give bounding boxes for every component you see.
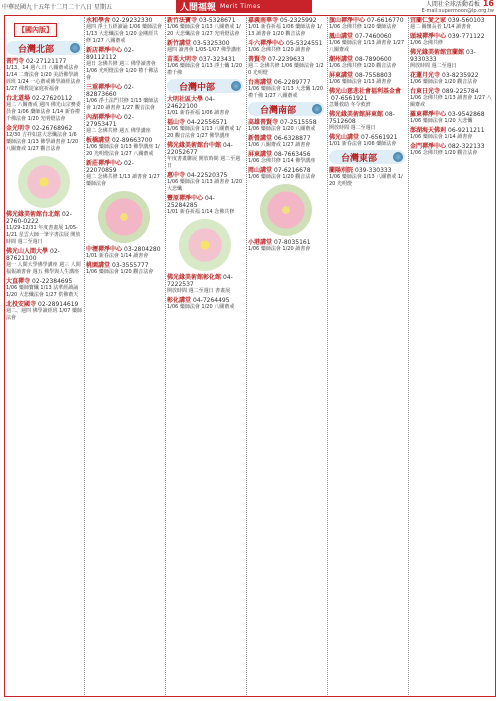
event-schedule: 1/06 念佛共修 1/20 讀書會 — [248, 47, 311, 53]
temple-phone: 07-6616770 — [367, 17, 404, 24]
lotus-flower-image — [179, 219, 231, 271]
temple-listing — [86, 47, 162, 82]
temple-listing — [6, 95, 82, 123]
temple-listing — [410, 127, 494, 141]
temple-name: 宜蘭仁愛之家 — [410, 17, 447, 24]
event-schedule: 1/06 藥師法會 1/13 讀書會 — [329, 79, 392, 85]
temple-phone: 06-2289777 — [274, 79, 311, 86]
region-title: 台灣南部 — [260, 106, 297, 116]
temple-listing — [6, 301, 82, 322]
temple-name-line — [248, 135, 324, 142]
temple-name-line — [86, 84, 162, 98]
temple-name: 板橋講堂 — [86, 137, 111, 144]
temple-name: 佛光緣美術館彰化館 — [167, 274, 222, 281]
temple-phone: 07-8035161 — [274, 239, 311, 246]
column-4 — [248, 17, 324, 695]
temple-phone: 05-5324551 — [286, 40, 323, 47]
region-header — [167, 79, 243, 93]
temple-phone: 03-5325300 — [193, 40, 230, 47]
temple-listing — [329, 56, 405, 70]
temple-phone: 04-22556571 — [187, 119, 228, 126]
event-schedule: 週四 讀書會 1/05-1/07 佛學講座 — [167, 47, 242, 53]
globe-icon — [231, 81, 241, 91]
temple-phone: 02-27953471 — [86, 114, 134, 128]
temple-name-line — [167, 195, 243, 209]
temple-phone: 03-9330333 — [410, 49, 476, 63]
temple-name: 澎湖海天佛剎 — [410, 127, 447, 134]
temple-name-line — [248, 40, 324, 47]
column-2 — [86, 17, 162, 695]
temple-name: 台南講堂 — [248, 79, 273, 86]
lotus-flower-image — [260, 184, 312, 236]
temple-listing — [248, 40, 324, 54]
event-schedule: 1/06 藥師法會 1/13 八關齋戒 1/20 觀音法會 1/27 佛學講座 — [167, 126, 241, 139]
temple-name: 北投安國寺 — [6, 301, 37, 308]
temple-listing — [86, 17, 162, 45]
temple-listing — [167, 195, 243, 216]
column-6 — [410, 17, 494, 695]
temple-name-line — [410, 88, 494, 95]
temple-name: 金門禪淨中心 — [410, 143, 447, 150]
temple-name-line — [86, 160, 162, 174]
globe-icon — [312, 104, 322, 114]
temple-name: 花蓮月光寺 — [410, 72, 441, 79]
event-schedule: 1/01 新春祈福 1/06 讀書會 — [167, 110, 230, 116]
temple-listing — [410, 49, 494, 70]
region-header — [6, 41, 82, 55]
temple-listing — [410, 72, 494, 86]
temple-phone: 08-7890600 — [355, 56, 392, 63]
temple-phone: 02-22384695 — [32, 278, 73, 285]
column-divider — [84, 17, 85, 695]
temple-name: 潮州講堂 — [329, 56, 354, 63]
column-divider — [246, 17, 247, 695]
page-header — [0, 0, 500, 14]
temple-name: 佛光緣美術館屏東館 — [329, 111, 384, 118]
region-header — [248, 102, 324, 116]
temple-name: 鳳山講堂 — [329, 33, 354, 40]
temple-name: 佛光緣美術館台中館 — [167, 142, 222, 149]
temple-name: 桃園講堂 — [86, 262, 111, 269]
temple-name: 屏東講堂 — [329, 72, 354, 79]
temple-name: 大直禪寺 — [6, 278, 31, 285]
temple-name-line — [329, 56, 405, 63]
event-schedule: 1/06 藥師法會 1/13 大悲懺 1/20 禮千佛 1/27 八關齋戒 — [248, 86, 324, 99]
temple-phone: 03-8235922 — [442, 72, 479, 79]
temple-phone: 07-2515558 — [280, 119, 317, 126]
temple-listing — [329, 33, 405, 54]
event-schedule: 週日 念佛共修 週三 佛學讀書會 1/06 光明燈法會 1/20 禮千佛法會 — [86, 61, 159, 81]
temple-listing — [167, 96, 243, 117]
temple-name: 小港講堂 — [248, 239, 273, 246]
event-schedule: 1/06 念佛共修 — [410, 40, 443, 46]
temple-name-line — [329, 88, 405, 102]
temple-phone: 08-7512608 — [329, 111, 395, 125]
event-schedule: 1/01 新春祈福 1/14 念佛共修 — [167, 209, 235, 215]
temple-name: 佛光緣美術館台北館 — [6, 211, 61, 218]
event-schedule: 週二 八關齋戒 週四 佛光山宗務委員會 1/06 藥師法會 1/14 新春禮千佛法會 1/20 光明燈法會 — [6, 102, 81, 122]
temple-listing — [248, 239, 324, 253]
temple-name: 新營講堂 — [248, 135, 273, 142]
temple-name: 三重禪淨中心 — [86, 84, 123, 91]
temple-phone: 039-560103 — [448, 17, 485, 24]
temple-name-line — [248, 151, 324, 158]
temple-name: 佛光山慈悲社會福利基金會 — [329, 88, 402, 95]
temple-name: 新竹講堂 — [167, 40, 192, 47]
temple-listing — [167, 172, 243, 193]
event-schedule: 1/06 淨土法門共修 1/13 藥師法會 1/20 讀書會 1/27 觀音法會 — [86, 98, 159, 111]
temple-listing — [6, 58, 82, 93]
temple-listing — [248, 167, 324, 181]
temple-phone: 03-9542868 — [448, 111, 485, 118]
globe-icon — [70, 43, 80, 53]
temple-name-line — [6, 58, 82, 65]
temple-listing — [167, 297, 243, 311]
temple-phone: 04-22052677 — [167, 142, 233, 156]
temple-name: 旗山禪淨中心 — [329, 17, 366, 24]
temple-phone: 06-6328877 — [274, 135, 311, 142]
temple-listing — [86, 137, 162, 158]
temple-phone: 02-89663700 — [112, 137, 153, 144]
column-divider — [327, 17, 328, 695]
temple-name-line — [86, 114, 162, 128]
temple-name: 屏東講堂 — [248, 151, 273, 158]
temple-name-line — [167, 172, 243, 179]
newspaper-logo-en: Merit Times — [220, 3, 261, 10]
temple-name: 羅東禪淨中心 — [410, 111, 447, 118]
event-schedule: 開放時間 週二至週日 — [410, 63, 457, 69]
temple-listing — [167, 119, 243, 140]
temple-listing — [248, 151, 324, 165]
globe-icon — [393, 152, 403, 162]
temple-name-line — [6, 125, 82, 132]
temple-name-line — [86, 17, 162, 24]
event-schedule: 12/30 吉祥如意大悲懺法會 1/6 藥師法會 1/13 佛學讀書會 1/20 八關齋戒 1/27 觀音法會 — [6, 132, 79, 152]
temple-phone: 07-2239633 — [268, 56, 305, 63]
event-schedule: 1/06 藥師法會 1/20 八關齋戒 — [248, 126, 316, 132]
event-schedule: 週四 淨土五經讀誦 1/06 藥師法會 1/13 大悲懺法會 1/20 金剛經共修 1/27 八關齋戒 — [86, 24, 162, 44]
temple-phone: 039-771122 — [448, 33, 485, 40]
event-schedule: 1/06 藥師法會 1/20 大悲懺 — [410, 118, 473, 124]
temple-listing — [329, 17, 405, 31]
temple-name: 彰化講堂 — [167, 297, 192, 304]
event-schedule: 1/01 新春法會 1/06 藥師法會 — [329, 141, 397, 147]
event-schedule: 週一 人間大學佛學講座 週三 人間福報讀書會 週五 佛學與人生講座 — [6, 262, 81, 275]
temple-name: 永和學舍 — [86, 17, 111, 24]
temple-listing — [410, 88, 494, 109]
event-schedule: 1/06 藥師法會 1/14 讀書會 — [410, 134, 473, 140]
temple-listing — [86, 262, 162, 276]
section-heading — [421, 0, 494, 15]
event-schedule: 1/06 藥師法會 1/20 八關齋戒 — [167, 304, 235, 310]
temple-listing — [167, 56, 243, 77]
temple-listing — [329, 134, 405, 148]
event-schedule: 開放時間 週二至週日 — [329, 125, 376, 131]
temple-listing — [410, 143, 494, 157]
temple-name: 佛光緣美術館宜蘭館 — [410, 49, 465, 56]
event-schedule: 年度書畫聯展 開放時間 週二至週日 — [167, 156, 241, 169]
temple-listing — [6, 278, 82, 299]
edition-badge: 【國內版】 — [14, 23, 57, 37]
temple-name: 高雄普賢寺 — [248, 119, 279, 126]
temple-name: 新莊禪淨中心 — [86, 160, 123, 167]
temple-name: 福山寺 — [167, 119, 186, 126]
event-schedule: 週二 念佛共修 週五 佛學講座 — [86, 128, 151, 134]
temple-phone: 02-28914619 — [38, 301, 79, 308]
event-schedule: 1/06 藥師法會 1/13 讀書會 1/20 大悲懺 — [167, 179, 243, 192]
temple-name-line — [167, 56, 243, 63]
temple-listing — [329, 88, 405, 109]
column-1 — [6, 17, 82, 695]
temple-name-line — [329, 134, 405, 141]
temple-name: 頭城禪淨中心 — [410, 33, 447, 40]
temple-name-line — [410, 33, 494, 40]
temple-name-line — [410, 72, 494, 79]
page-number: 16 — [482, 0, 494, 8]
newspaper-logo: 人間福報 — [180, 3, 217, 13]
region-title: 台灣北部 — [18, 45, 55, 55]
event-schedule: 1/06 藥師法會 1/13 佛學講座 1/20 光明燈法會 1/27 八關齋戒 — [86, 144, 160, 157]
temple-listing — [329, 111, 405, 132]
temple-name-line — [86, 246, 162, 253]
temple-listing — [6, 248, 82, 276]
temple-name: 大明社區大學 — [167, 96, 204, 103]
temple-listing — [6, 211, 82, 246]
temple-phone: 03-3555777 — [112, 262, 149, 269]
temple-name-line — [167, 142, 243, 156]
event-schedule: 1/06 藥師法會 1/20 觀音法會 — [248, 174, 316, 180]
temple-name: 新店禪淨中心 — [86, 47, 123, 54]
region-title: 台灣東部 — [341, 154, 378, 164]
temple-name: 嘉義南華寺 — [248, 17, 279, 24]
temple-name: 台東日光寺 — [410, 88, 441, 95]
temple-name-line — [329, 111, 405, 125]
temple-listing — [167, 274, 243, 295]
temple-phone: 03-5328671 — [199, 17, 236, 24]
temple-name-line — [167, 297, 243, 304]
temple-phone: 05-2325992 — [280, 17, 317, 24]
temple-name: 斗六禪淨中心 — [248, 40, 285, 47]
temple-phone: 02-89112112 — [86, 47, 134, 61]
temple-listing — [329, 72, 405, 86]
event-schedule: 週二 念佛共修 1/06 藥師法會 1/20 光明燈 — [248, 63, 324, 76]
temple-name-line — [86, 47, 162, 61]
temple-name-line — [167, 40, 243, 47]
event-schedule: 1/06 藥師法會 1/20 觀音法會 — [86, 269, 154, 275]
section-title: 人間社全球活動看板 — [425, 1, 480, 8]
temple-name-line — [6, 278, 82, 285]
temple-phone: 08-7663456 — [274, 151, 311, 158]
contact-email[interactable]: E-mail:supermoon@lp.org.tw — [421, 8, 494, 14]
temple-phone: 02-26768962 — [32, 125, 73, 132]
temple-name-line — [248, 56, 324, 63]
temple-listing — [329, 167, 405, 188]
region-header — [329, 150, 405, 164]
temple-name-line — [329, 72, 405, 79]
temple-listing — [6, 125, 82, 153]
temple-phone: 04-7222537 — [167, 274, 233, 288]
event-schedule: 1/01 新春法會 1/14 讀書會 — [86, 253, 149, 259]
temple-name: 佛光山講堂 — [329, 134, 360, 141]
temple-name: 苗栗大明寺 — [167, 56, 198, 63]
column-3 — [167, 17, 243, 695]
temple-name: 豐原禪淨中心 — [167, 195, 204, 202]
temple-listing — [167, 17, 243, 38]
event-schedule: 1/06 念佛共修 1/20 藥師法會 — [329, 24, 397, 30]
temple-phone: 04-22520375 — [187, 172, 228, 179]
event-schedule: 1/01 新春祈福 1/06 藥師法會 1/13 讀書會 1/20 觀音法會 — [248, 24, 322, 37]
temple-name-line — [410, 143, 494, 150]
temple-phone: 089-225784 — [442, 88, 479, 95]
temple-listing — [248, 79, 324, 100]
temple-phone: 02-87621100 — [6, 248, 60, 262]
temple-listing — [410, 111, 494, 125]
event-schedule: 1/06 念佛共修 1/20 觀音法會 — [410, 150, 478, 156]
temple-name-line — [167, 17, 243, 24]
temple-name-line — [6, 95, 82, 102]
temple-phone: 02-27620112 — [32, 95, 73, 102]
temple-name-line — [6, 248, 82, 262]
event-schedule: 11/29-12/31 年度書畫展 1/05-1/21 星雲大師一筆字書法展 開放時間 週二至週日 — [6, 225, 81, 245]
event-schedule: 1/06 藥師法會 1/13 八關齋戒 1/20 大悲懺法會 1/27 光明燈法會 — [167, 24, 241, 37]
temple-phone: 07-7460060 — [355, 33, 392, 40]
temple-name-line — [167, 274, 243, 288]
temple-listing — [248, 17, 324, 38]
lotus-flower-image — [98, 191, 150, 243]
temple-phone: 04-7264495 — [193, 297, 230, 304]
temple-listing — [86, 246, 162, 260]
event-schedule: 1/06 念佛共修 1/14 佛學講座 — [248, 158, 316, 164]
temple-name-line — [86, 262, 162, 269]
event-schedule: 週二、週四 佛學讀經班 1/07 藥師法會 — [6, 308, 82, 321]
temple-phone: 02-2760-0222 — [6, 211, 72, 225]
temple-name: 普賢寺 — [248, 56, 267, 63]
temple-name-line — [410, 49, 494, 63]
temple-name-line — [329, 17, 405, 24]
temple-phone: 039-330333 — [355, 167, 392, 174]
temple-phone: 02-27121177 — [26, 58, 67, 65]
temple-phone: 08-7558803 — [355, 72, 392, 79]
temple-phone: 02-22070859 — [86, 160, 134, 174]
temple-name: 岡山講堂 — [248, 167, 273, 174]
temple-name: 金光明寺 — [6, 125, 31, 132]
event-schedule: 1/06 念佛共修 1/20 觀音法會 — [329, 63, 397, 69]
temple-name-line — [248, 17, 324, 24]
temple-name-line — [410, 127, 494, 134]
temple-name-line — [167, 96, 243, 110]
temple-listing — [410, 33, 494, 47]
temple-phone: 06-9211211 — [448, 127, 485, 134]
temple-name: 新竹法寶寺 — [167, 17, 198, 24]
temple-name-line — [248, 119, 324, 126]
region-title: 台灣中部 — [179, 83, 216, 93]
event-schedule: 1/06 藥師法會 1/20 讀書會 — [248, 246, 311, 252]
temple-name: 台北道場 — [6, 95, 31, 102]
temple-name-line — [167, 119, 243, 126]
temple-listing — [248, 135, 324, 149]
temple-name: 惠中寺 — [167, 172, 186, 179]
temple-name: 普門寺 — [6, 58, 25, 65]
temple-name-line — [410, 17, 494, 24]
temple-phone: 082-322133 — [448, 143, 485, 150]
temple-phone: 04-25284285 — [167, 195, 215, 209]
event-schedule: 1/06 八關齋戒 1/27 讀書會 — [248, 142, 311, 148]
column-divider — [408, 17, 409, 695]
event-schedule: 1/13、14 週六.日 八關齋戒法會 1/14 二齋法會 1/20 美語佛學讀經班 1/24 一心齋戒佛學讀經法會 1/27 佛教徒家庭祈福會 — [6, 65, 81, 92]
column-divider — [165, 17, 166, 695]
temple-name-line — [6, 211, 82, 225]
event-schedule: 週二 念佛共修 1/13 讀書會 1/27 藥師法會 — [86, 174, 160, 187]
issue-date: 中華民國九十五年十二月二十八日 星期五 — [2, 4, 112, 11]
temple-phone: 037-323431 — [199, 56, 236, 63]
lotus-flower-image — [18, 156, 70, 208]
temple-listing — [248, 119, 324, 133]
temple-name: 蘭陽別院 — [329, 167, 354, 174]
event-schedule: 開放時間 週二至週日 書畫展 — [167, 288, 231, 294]
event-schedule: 急難救助 冬令救濟 — [329, 102, 371, 108]
temple-name-line — [248, 167, 324, 174]
temple-listing — [248, 56, 324, 77]
temple-phone: 07-6216678 — [274, 167, 311, 174]
temple-name-line — [329, 167, 405, 174]
temple-phone: 02-82873660 — [86, 84, 134, 98]
temple-listing — [410, 17, 494, 31]
temple-name-line — [329, 33, 405, 40]
temple-name-line — [248, 79, 324, 86]
column-5 — [329, 17, 405, 695]
temple-name: 內湖禪淨中心 — [86, 114, 123, 121]
temple-phone: 04-24622100 — [167, 96, 215, 110]
temple-phone: 03-2804280 — [124, 246, 161, 253]
temple-name-line — [248, 239, 324, 246]
event-schedule: 1/06 藥師法會 1/20 觀音法會 — [410, 79, 478, 85]
event-schedule: 1/06 藥師法會 1/13 讀書會 1/27 八關齋戒 — [329, 40, 405, 53]
masthead-band — [176, 0, 312, 13]
event-schedule: 1/06 藥師法會 1/13 八關齋戒 1/20 光明燈 — [329, 174, 403, 187]
temple-listing — [86, 114, 162, 135]
temple-name-line — [86, 137, 162, 144]
event-schedule: 1/06 藥師法會 1/13 淨土懺 1/20 禮千佛 — [167, 63, 243, 76]
temple-phone: 02-29232330 — [112, 17, 153, 24]
event-schedule: 週二 關懷長者 1/14 讀書會 — [410, 24, 471, 30]
temple-phone: 07-6561921 — [331, 95, 368, 102]
temple-name: 中壢禪淨中心 — [86, 246, 123, 253]
temple-phone: 07-6561921 — [361, 134, 398, 141]
temple-name: 佛光山人間大學 — [6, 248, 49, 255]
temple-name-line — [410, 111, 494, 118]
temple-name-line — [6, 301, 82, 308]
temple-listing — [167, 142, 243, 170]
event-schedule: 1/06 念佛共修 1/13 讀書會 1/27 八關齋戒 — [410, 95, 492, 108]
event-schedule: 1/06 藥師寶懺 1/13 法華經讀誦 1/20 大悲懺法會 1/27 供佛齋天 — [6, 285, 79, 298]
temple-listing — [167, 40, 243, 54]
temple-listing — [86, 160, 162, 188]
temple-listing — [86, 84, 162, 112]
